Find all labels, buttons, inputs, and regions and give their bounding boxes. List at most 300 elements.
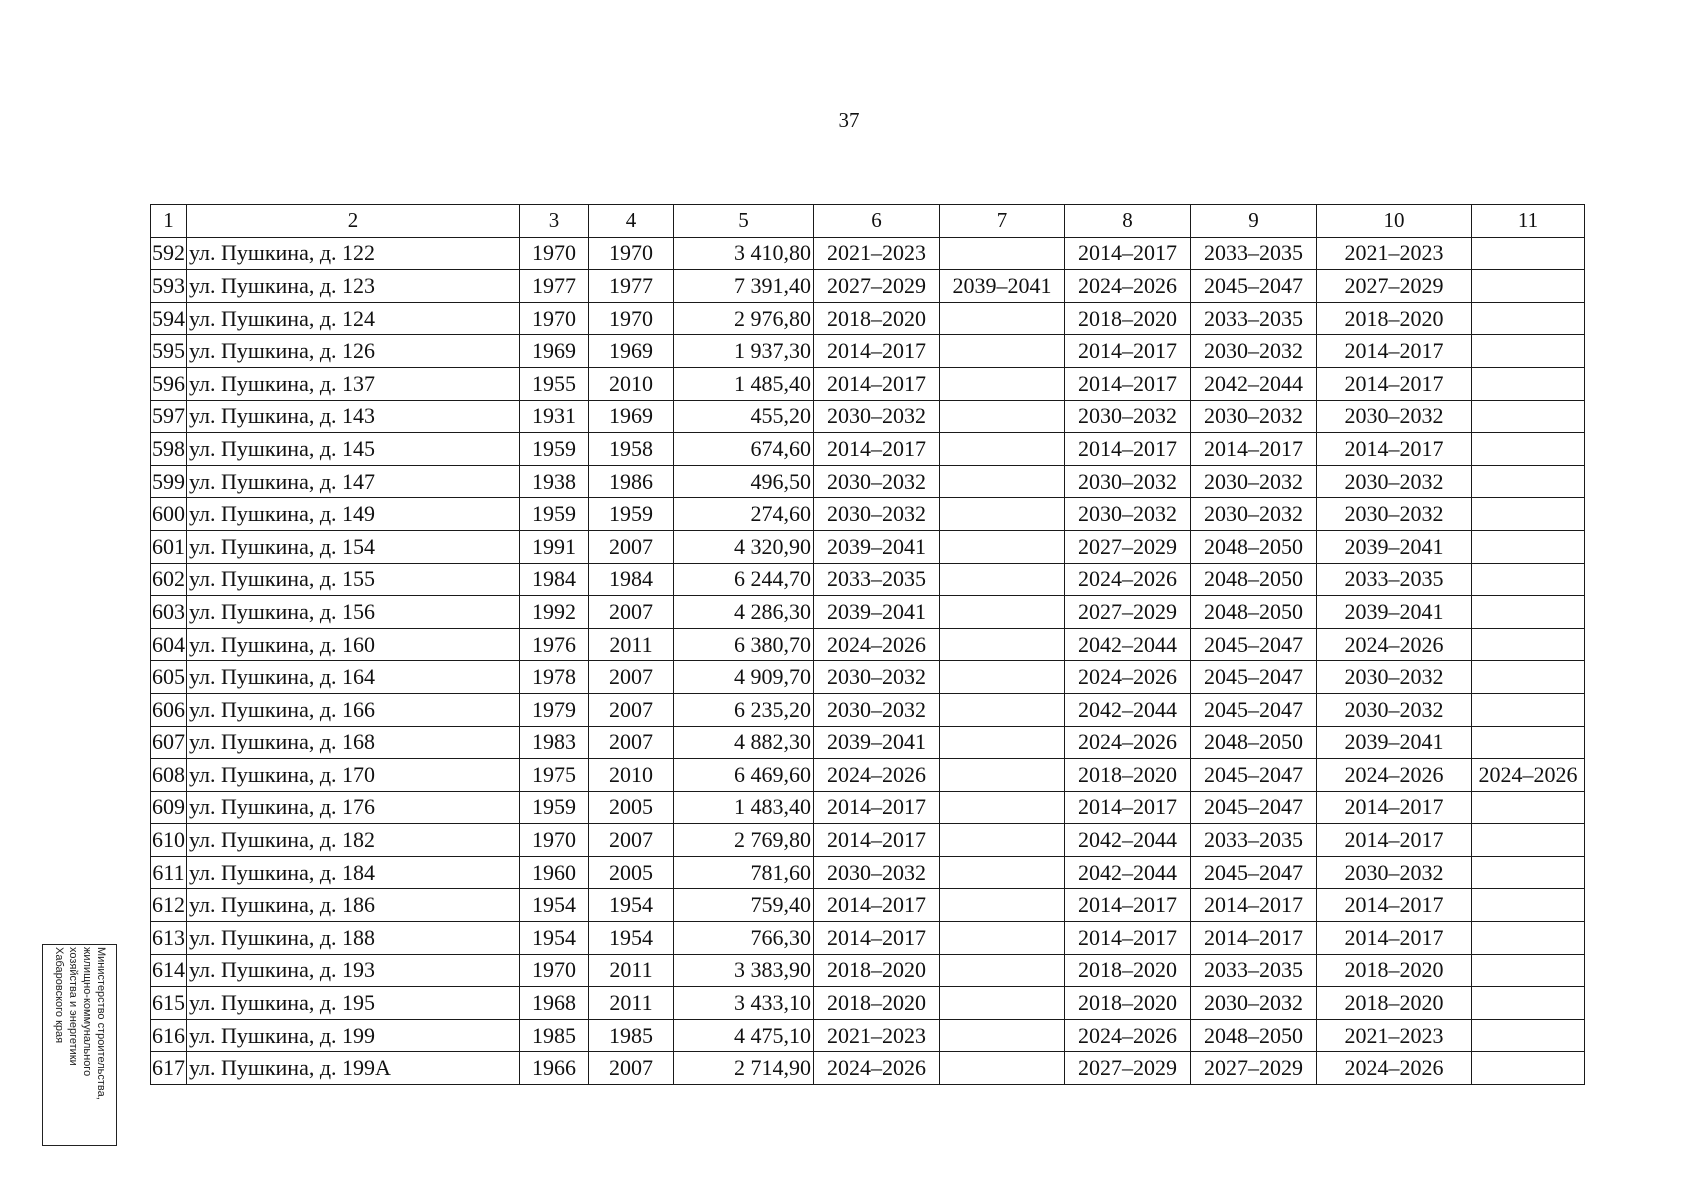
table-row — [151, 1052, 1585, 1085]
table-cell-col-5: 4 882,30 — [674, 726, 814, 759]
table-row — [151, 335, 1585, 368]
table-cell-col-11 — [1472, 302, 1585, 335]
column-number-8: 8 — [1065, 205, 1191, 238]
table-cell-col-9: 2048–2050 — [1191, 530, 1317, 563]
table-cell-col-8: 2027–2029 — [1065, 1052, 1191, 1085]
table-cell-col-7 — [940, 530, 1065, 563]
table-cell-col-11 — [1472, 824, 1585, 857]
table-cell-col-3: 1954 — [520, 889, 589, 922]
table-cell-col-4: 1969 — [589, 400, 674, 433]
table-cell-col-3: 1976 — [520, 628, 589, 661]
table-cell-col-10: 2030–2032 — [1317, 465, 1472, 498]
table-cell-col-10: 2021–2023 — [1317, 1019, 1472, 1052]
table-cell-col-1: 614 — [151, 954, 187, 987]
table-cell-col-6: 2024–2026 — [814, 759, 940, 792]
column-number-6: 6 — [814, 205, 940, 238]
table-cell-col-4: 2007 — [589, 1052, 674, 1085]
table-cell-col-9: 2048–2050 — [1191, 596, 1317, 629]
table-cell-col-11: 2024–2026 — [1472, 759, 1585, 792]
table-cell-col-11 — [1472, 661, 1585, 694]
table-cell-col-2: ул. Пушкина, д. 188 — [187, 922, 520, 955]
table-cell-col-7 — [940, 237, 1065, 270]
table-cell-col-8: 2018–2020 — [1065, 759, 1191, 792]
table-cell-col-3: 1975 — [520, 759, 589, 792]
table-cell-col-2: ул. Пушкина, д. 149 — [187, 498, 520, 531]
table-cell-col-9: 2030–2032 — [1191, 465, 1317, 498]
table-cell-col-11 — [1472, 400, 1585, 433]
table-cell-col-3: 1984 — [520, 563, 589, 596]
table-cell-col-8: 2030–2032 — [1065, 465, 1191, 498]
table-cell-col-11 — [1472, 856, 1585, 889]
column-number-5: 5 — [674, 205, 814, 238]
table-cell-col-3: 1983 — [520, 726, 589, 759]
table-cell-col-8: 2024–2026 — [1065, 563, 1191, 596]
table-cell-col-9: 2033–2035 — [1191, 824, 1317, 857]
table-cell-col-10: 2033–2035 — [1317, 563, 1472, 596]
table-cell-col-8: 2018–2020 — [1065, 302, 1191, 335]
table-cell-col-2: ул. Пушкина, д. 186 — [187, 889, 520, 922]
table-cell-col-4: 2010 — [589, 759, 674, 792]
table-cell-col-9: 2042–2044 — [1191, 367, 1317, 400]
table-cell-col-8: 2027–2029 — [1065, 596, 1191, 629]
table-cell-col-2: ул. Пушкина, д. 122 — [187, 237, 520, 270]
table-cell-col-6: 2014–2017 — [814, 889, 940, 922]
table-cell-col-1: 608 — [151, 759, 187, 792]
table-cell-col-4: 1977 — [589, 270, 674, 303]
table-cell-col-5: 2 714,90 — [674, 1052, 814, 1085]
table-cell-col-2: ул. Пушкина, д. 155 — [187, 563, 520, 596]
table-cell-col-10: 2014–2017 — [1317, 335, 1472, 368]
table-cell-col-3: 1959 — [520, 433, 589, 466]
column-number-1: 1 — [151, 205, 187, 238]
table-cell-col-4: 2007 — [589, 530, 674, 563]
table-cell-col-5: 3 433,10 — [674, 987, 814, 1020]
table-cell-col-3: 1970 — [520, 954, 589, 987]
table-cell-col-2: ул. Пушкина, д. 147 — [187, 465, 520, 498]
table-cell-col-4: 2005 — [589, 791, 674, 824]
table-cell-col-1: 595 — [151, 335, 187, 368]
table-cell-col-11 — [1472, 433, 1585, 466]
table-cell-col-9: 2027–2029 — [1191, 1052, 1317, 1085]
table-row — [151, 922, 1585, 955]
table-body — [151, 205, 1585, 1085]
table-cell-col-3: 1992 — [520, 596, 589, 629]
table-cell-col-4: 2007 — [589, 596, 674, 629]
table-cell-col-4: 2005 — [589, 856, 674, 889]
table-cell-col-10: 2039–2041 — [1317, 530, 1472, 563]
table-cell-col-3: 1954 — [520, 922, 589, 955]
table-cell-col-9: 2030–2032 — [1191, 400, 1317, 433]
table-cell-col-9: 2033–2035 — [1191, 237, 1317, 270]
table-cell-col-3: 1970 — [520, 824, 589, 857]
table-cell-col-5: 6 235,20 — [674, 693, 814, 726]
table-row — [151, 400, 1585, 433]
table-cell-col-1: 610 — [151, 824, 187, 857]
table-cell-col-6: 2030–2032 — [814, 856, 940, 889]
table-cell-col-3: 1969 — [520, 335, 589, 368]
table-cell-col-5: 766,30 — [674, 922, 814, 955]
table-cell-col-10: 2030–2032 — [1317, 856, 1472, 889]
table-cell-col-9: 2030–2032 — [1191, 987, 1317, 1020]
table-cell-col-6: 2024–2026 — [814, 1052, 940, 1085]
table-cell-col-7 — [940, 759, 1065, 792]
table-cell-col-10: 2014–2017 — [1317, 791, 1472, 824]
table-cell-col-11 — [1472, 889, 1585, 922]
table-cell-col-3: 1931 — [520, 400, 589, 433]
table-cell-col-7 — [940, 596, 1065, 629]
table-cell-col-1: 607 — [151, 726, 187, 759]
table-cell-col-4: 1970 — [589, 237, 674, 270]
table-cell-col-3: 1966 — [520, 1052, 589, 1085]
table-cell-col-11 — [1472, 563, 1585, 596]
table-cell-col-6: 2014–2017 — [814, 922, 940, 955]
table-cell-col-4: 1986 — [589, 465, 674, 498]
table-cell-col-7 — [940, 922, 1065, 955]
table-cell-col-7 — [940, 726, 1065, 759]
table-cell-col-6: 2014–2017 — [814, 367, 940, 400]
table-cell-col-3: 1968 — [520, 987, 589, 1020]
table-cell-col-4: 1970 — [589, 302, 674, 335]
table-cell-col-1: 600 — [151, 498, 187, 531]
table-cell-col-4: 1954 — [589, 922, 674, 955]
table-cell-col-2: ул. Пушкина, д. 160 — [187, 628, 520, 661]
table-cell-col-7 — [940, 693, 1065, 726]
table-cell-col-11 — [1472, 530, 1585, 563]
table-cell-col-7 — [940, 628, 1065, 661]
table-cell-col-11 — [1472, 628, 1585, 661]
table-cell-col-6: 2021–2023 — [814, 1019, 940, 1052]
table-cell-col-4: 2007 — [589, 661, 674, 694]
table-cell-col-11 — [1472, 726, 1585, 759]
table-cell-col-1: 598 — [151, 433, 187, 466]
table-header-row — [151, 205, 1585, 238]
table-cell-col-10: 2018–2020 — [1317, 302, 1472, 335]
table-cell-col-6: 2039–2041 — [814, 596, 940, 629]
table-row — [151, 563, 1585, 596]
table-cell-col-1: 615 — [151, 987, 187, 1020]
table-cell-col-10: 2039–2041 — [1317, 726, 1472, 759]
table-cell-col-5: 759,40 — [674, 889, 814, 922]
table-cell-col-7 — [940, 661, 1065, 694]
table-cell-col-9: 2045–2047 — [1191, 270, 1317, 303]
table-cell-col-5: 3 410,80 — [674, 237, 814, 270]
column-number-4: 4 — [589, 205, 674, 238]
table-cell-col-6: 2014–2017 — [814, 335, 940, 368]
table-cell-col-4: 1958 — [589, 433, 674, 466]
table-row — [151, 596, 1585, 629]
table-cell-col-1: 611 — [151, 856, 187, 889]
table-cell-col-1: 606 — [151, 693, 187, 726]
table-cell-col-5: 7 391,40 — [674, 270, 814, 303]
table-cell-col-4: 1959 — [589, 498, 674, 531]
table-cell-col-8: 2027–2029 — [1065, 530, 1191, 563]
table-cell-col-3: 1959 — [520, 791, 589, 824]
table-cell-col-5: 2 769,80 — [674, 824, 814, 857]
table-cell-col-11 — [1472, 237, 1585, 270]
table-cell-col-10: 2014–2017 — [1317, 433, 1472, 466]
table-cell-col-7: 2039–2041 — [940, 270, 1065, 303]
table-row — [151, 433, 1585, 466]
table-cell-col-8: 2014–2017 — [1065, 922, 1191, 955]
table-cell-col-7 — [940, 498, 1065, 531]
table-cell-col-7 — [940, 1052, 1065, 1085]
table-cell-col-9: 2045–2047 — [1191, 791, 1317, 824]
column-number-11: 11 — [1472, 205, 1585, 238]
table-cell-col-5: 4 320,90 — [674, 530, 814, 563]
table-cell-col-5: 2 976,80 — [674, 302, 814, 335]
table-cell-col-8: 2018–2020 — [1065, 954, 1191, 987]
table-cell-col-1: 609 — [151, 791, 187, 824]
table-cell-col-2: ул. Пушкина, д. 199 — [187, 1019, 520, 1052]
table-row — [151, 270, 1585, 303]
stamp-line: жилищно-коммунального — [80, 947, 93, 1077]
table-cell-col-10: 2018–2020 — [1317, 954, 1472, 987]
table-cell-col-6: 2014–2017 — [814, 824, 940, 857]
table-cell-col-9: 2045–2047 — [1191, 856, 1317, 889]
table-cell-col-11 — [1472, 693, 1585, 726]
table-cell-col-8: 2024–2026 — [1065, 726, 1191, 759]
table-cell-col-11 — [1472, 498, 1585, 531]
table-row — [151, 824, 1585, 857]
table-cell-col-2: ул. Пушкина, д. 145 — [187, 433, 520, 466]
table-cell-col-9: 2048–2050 — [1191, 726, 1317, 759]
table-cell-col-11 — [1472, 335, 1585, 368]
table-cell-col-1: 594 — [151, 302, 187, 335]
table-cell-col-6: 2027–2029 — [814, 270, 940, 303]
table-cell-col-7 — [940, 367, 1065, 400]
table-cell-col-9: 2045–2047 — [1191, 628, 1317, 661]
table-cell-col-5: 1 937,30 — [674, 335, 814, 368]
page-number: 37 — [838, 108, 860, 132]
table-cell-col-5: 1 483,40 — [674, 791, 814, 824]
table-cell-col-6: 2039–2041 — [814, 726, 940, 759]
table-row — [151, 661, 1585, 694]
table-cell-col-7 — [940, 791, 1065, 824]
table-cell-col-4: 1984 — [589, 563, 674, 596]
table-row — [151, 791, 1585, 824]
table-cell-col-9: 2030–2032 — [1191, 498, 1317, 531]
table-cell-col-1: 603 — [151, 596, 187, 629]
table-cell-col-5: 1 485,40 — [674, 367, 814, 400]
table-cell-col-2: ул. Пушкина, д. 123 — [187, 270, 520, 303]
table-cell-col-2: ул. Пушкина, д. 166 — [187, 693, 520, 726]
table-cell-col-2: ул. Пушкина, д. 168 — [187, 726, 520, 759]
table-row — [151, 954, 1585, 987]
table-cell-col-3: 1970 — [520, 302, 589, 335]
table-cell-col-10: 2027–2029 — [1317, 270, 1472, 303]
table-cell-col-10: 2024–2026 — [1317, 1052, 1472, 1085]
table-cell-col-9: 2014–2017 — [1191, 922, 1317, 955]
table-cell-col-7 — [940, 987, 1065, 1020]
table-cell-col-6: 2018–2020 — [814, 302, 940, 335]
table-cell-col-5: 274,60 — [674, 498, 814, 531]
table-cell-col-11 — [1472, 922, 1585, 955]
table-cell-col-5: 3 383,90 — [674, 954, 814, 987]
table-cell-col-10: 2014–2017 — [1317, 922, 1472, 955]
table-cell-col-7 — [940, 465, 1065, 498]
table-cell-col-9: 2014–2017 — [1191, 433, 1317, 466]
table-cell-col-6: 2021–2023 — [814, 237, 940, 270]
table-cell-col-11 — [1472, 1052, 1585, 1085]
table-cell-col-11 — [1472, 270, 1585, 303]
table-cell-col-7 — [940, 856, 1065, 889]
table-cell-col-2: ул. Пушкина, д. 143 — [187, 400, 520, 433]
column-number-9: 9 — [1191, 205, 1317, 238]
table-cell-col-4: 2010 — [589, 367, 674, 400]
table-cell-col-7 — [940, 400, 1065, 433]
table-cell-col-9: 2033–2035 — [1191, 954, 1317, 987]
table-cell-col-8: 2024–2026 — [1065, 661, 1191, 694]
column-number-3: 3 — [520, 205, 589, 238]
table-cell-col-8: 2042–2044 — [1065, 628, 1191, 661]
column-number-10: 10 — [1317, 205, 1472, 238]
table-cell-col-3: 1955 — [520, 367, 589, 400]
table-cell-col-1: 605 — [151, 661, 187, 694]
table-cell-col-6: 2018–2020 — [814, 954, 940, 987]
column-number-2: 2 — [187, 205, 520, 238]
table-cell-col-9: 2045–2047 — [1191, 661, 1317, 694]
table-cell-col-3: 1978 — [520, 661, 589, 694]
table-cell-col-6: 2030–2032 — [814, 400, 940, 433]
table-cell-col-1: 604 — [151, 628, 187, 661]
table-row — [151, 302, 1585, 335]
table-cell-col-2: ул. Пушкина, д. 126 — [187, 335, 520, 368]
table-cell-col-4: 2011 — [589, 987, 674, 1020]
table-cell-col-3: 1938 — [520, 465, 589, 498]
table-cell-col-8: 2014–2017 — [1065, 889, 1191, 922]
table-cell-col-8: 2030–2032 — [1065, 498, 1191, 531]
table-cell-col-8: 2014–2017 — [1065, 433, 1191, 466]
table-cell-col-3: 1959 — [520, 498, 589, 531]
table-cell-col-7 — [940, 335, 1065, 368]
stamp-line: хозяйства и энергетики — [66, 947, 79, 1066]
table-cell-col-11 — [1472, 987, 1585, 1020]
table-cell-col-9: 2033–2035 — [1191, 302, 1317, 335]
table-cell-col-4: 2007 — [589, 726, 674, 759]
table-cell-col-11 — [1472, 596, 1585, 629]
table-cell-col-10: 2021–2023 — [1317, 237, 1472, 270]
table-cell-col-3: 1985 — [520, 1019, 589, 1052]
table-cell-col-5: 455,20 — [674, 400, 814, 433]
table-cell-col-2: ул. Пушкина, д. 156 — [187, 596, 520, 629]
table-cell-col-1: 596 — [151, 367, 187, 400]
table-cell-col-4: 1954 — [589, 889, 674, 922]
table-cell-col-10: 2014–2017 — [1317, 889, 1472, 922]
table-cell-col-3: 1970 — [520, 237, 589, 270]
table-cell-col-6: 2024–2026 — [814, 628, 940, 661]
table-cell-col-1: 612 — [151, 889, 187, 922]
table-cell-col-10: 2030–2032 — [1317, 661, 1472, 694]
table-cell-col-5: 6 244,70 — [674, 563, 814, 596]
table-cell-col-1: 602 — [151, 563, 187, 596]
table-row — [151, 889, 1585, 922]
table-row — [151, 1019, 1585, 1052]
stamp-line: Хабаровского края — [52, 947, 65, 1044]
registration-stamp — [42, 944, 117, 1146]
table-cell-col-11 — [1472, 1019, 1585, 1052]
table-row — [151, 367, 1585, 400]
table-cell-col-2: ул. Пушкина, д. 137 — [187, 367, 520, 400]
table-cell-col-5: 674,60 — [674, 433, 814, 466]
table-cell-col-8: 2042–2044 — [1065, 693, 1191, 726]
table-cell-col-6: 2030–2032 — [814, 661, 940, 694]
table-cell-col-8: 2014–2017 — [1065, 237, 1191, 270]
table-cell-col-7 — [940, 1019, 1065, 1052]
table-cell-col-10: 2018–2020 — [1317, 987, 1472, 1020]
table-row — [151, 693, 1585, 726]
table-cell-col-8: 2014–2017 — [1065, 791, 1191, 824]
table-cell-col-6: 2014–2017 — [814, 433, 940, 466]
table-cell-col-7 — [940, 563, 1065, 596]
table-cell-col-6: 2039–2041 — [814, 530, 940, 563]
table-cell-col-8: 2030–2032 — [1065, 400, 1191, 433]
table-cell-col-4: 1985 — [589, 1019, 674, 1052]
table-cell-col-10: 2014–2017 — [1317, 824, 1472, 857]
table-cell-col-2: ул. Пушкина, д. 124 — [187, 302, 520, 335]
table-cell-col-2: ул. Пушкина, д. 195 — [187, 987, 520, 1020]
housing-register-table — [150, 204, 1585, 1085]
table-cell-col-3: 1991 — [520, 530, 589, 563]
table-cell-col-11 — [1472, 791, 1585, 824]
table-row — [151, 498, 1585, 531]
table-cell-col-6: 2030–2032 — [814, 498, 940, 531]
table-cell-col-9: 2030–2032 — [1191, 335, 1317, 368]
table-cell-col-9: 2014–2017 — [1191, 889, 1317, 922]
table-cell-col-7 — [940, 302, 1065, 335]
table-cell-col-1: 601 — [151, 530, 187, 563]
table-cell-col-2: ул. Пушкина, д. 182 — [187, 824, 520, 857]
table-cell-col-4: 2007 — [589, 824, 674, 857]
table-cell-col-10: 2024–2026 — [1317, 759, 1472, 792]
table-cell-col-5: 4 909,70 — [674, 661, 814, 694]
table-cell-col-3: 1960 — [520, 856, 589, 889]
table-cell-col-5: 6 380,70 — [674, 628, 814, 661]
table-row — [151, 856, 1585, 889]
table-cell-col-6: 2018–2020 — [814, 987, 940, 1020]
table-cell-col-1: 616 — [151, 1019, 187, 1052]
table-cell-col-10: 2024–2026 — [1317, 628, 1472, 661]
table-cell-col-1: 599 — [151, 465, 187, 498]
table-cell-col-1: 592 — [151, 237, 187, 270]
table-cell-col-8: 2042–2044 — [1065, 824, 1191, 857]
table-cell-col-11 — [1472, 367, 1585, 400]
table-cell-col-11 — [1472, 954, 1585, 987]
table-cell-col-7 — [940, 433, 1065, 466]
table-cell-col-4: 2011 — [589, 628, 674, 661]
table-cell-col-7 — [940, 824, 1065, 857]
table-cell-col-4: 2011 — [589, 954, 674, 987]
table-cell-col-5: 6 469,60 — [674, 759, 814, 792]
table-cell-col-10: 2030–2032 — [1317, 693, 1472, 726]
table-cell-col-2: ул. Пушкина, д. 154 — [187, 530, 520, 563]
table-cell-col-5: 781,60 — [674, 856, 814, 889]
table-cell-col-5: 496,50 — [674, 465, 814, 498]
table-cell-col-6: 2030–2032 — [814, 465, 940, 498]
stamp-text — [52, 947, 108, 1143]
table-cell-col-8: 2018–2020 — [1065, 987, 1191, 1020]
table-cell-col-9: 2048–2050 — [1191, 563, 1317, 596]
stamp-line: Министерство строительства, — [94, 947, 107, 1100]
table-cell-col-5: 4 286,30 — [674, 596, 814, 629]
table-cell-col-8: 2042–2044 — [1065, 856, 1191, 889]
table-cell-col-10: 2014–2017 — [1317, 367, 1472, 400]
table-cell-col-9: 2045–2047 — [1191, 693, 1317, 726]
table-cell-col-2: ул. Пушкина, д. 164 — [187, 661, 520, 694]
table-row — [151, 759, 1585, 792]
table-cell-col-8: 2024–2026 — [1065, 1019, 1191, 1052]
table-cell-col-2: ул. Пушкина, д. 184 — [187, 856, 520, 889]
table-cell-col-9: 2045–2047 — [1191, 759, 1317, 792]
